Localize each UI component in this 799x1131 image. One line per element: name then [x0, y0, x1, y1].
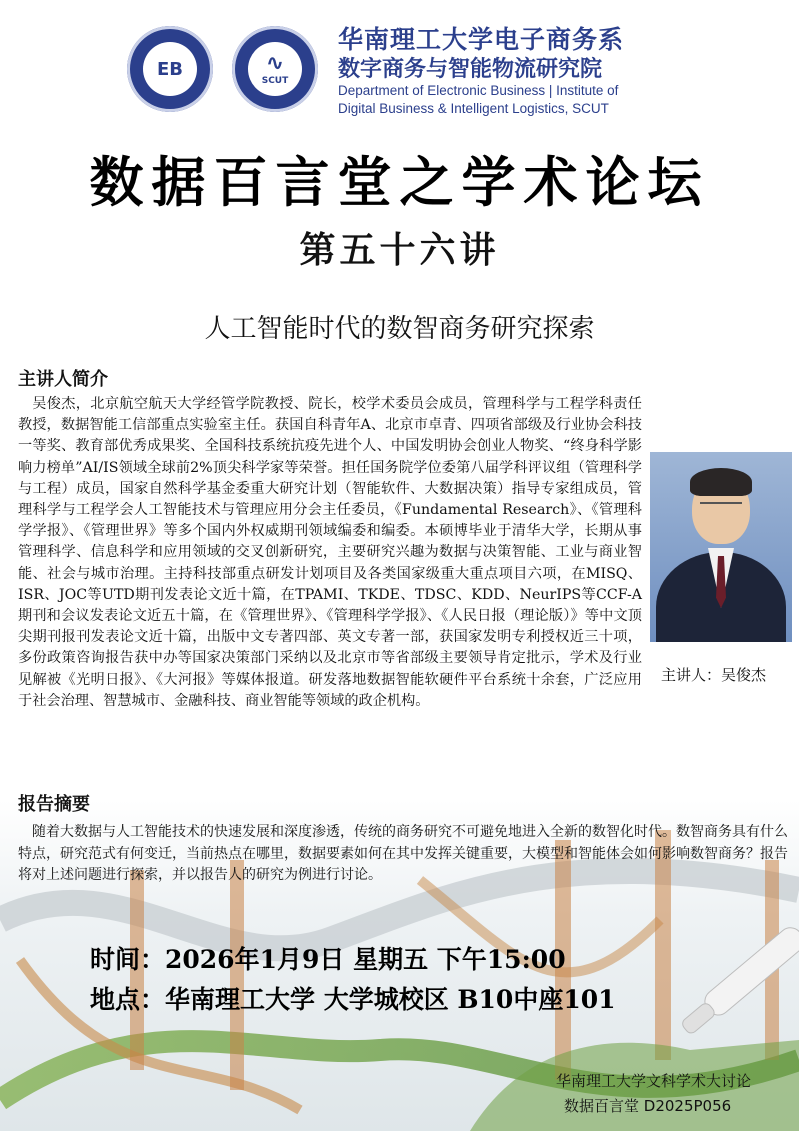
abstract-heading: 报告摘要	[18, 794, 90, 815]
footer-line1: 华南理工大学文科学术大讨论	[556, 1072, 752, 1090]
swirl-icon: ∿	[265, 50, 285, 76]
english-name-line1: Department of Electronic Business | Institute of	[338, 83, 619, 98]
school-name: 华南理工大学电子商务系	[338, 25, 625, 54]
english-name-line2: Digital Business & Intelligent Logistics, SCUT	[338, 101, 609, 116]
lecture-number: 第五十六讲	[299, 229, 500, 271]
forum-title: 数据百言堂之学术论坛	[89, 150, 710, 214]
scut-logo	[232, 26, 318, 112]
footer-line2: 数据百言堂 D2025P056	[564, 1097, 732, 1115]
event-time: 时间：2026年1月9日 星期五 下午15:00	[90, 945, 566, 974]
eb-logo	[127, 26, 213, 112]
photo-caption: 主讲人：吴俊杰	[661, 666, 767, 684]
speaker-photo	[650, 452, 792, 642]
talk-title: 人工智能时代的数智商务研究探索	[204, 314, 595, 344]
speaker-heading: 主讲人简介	[18, 369, 108, 390]
event-place: 地点：华南理工大学 大学城校区 B10中座101	[90, 985, 616, 1014]
eb-logo-text: EB	[143, 42, 197, 96]
speaker-bio: 吴俊杰，北京航空航天大学经管学院教授、院长，校学术委员会成员，管理科学与工程学科责任教授，数据智能工信部重点实验室主任。获国自科青年A、北京市卓青、四项省部级及行业协会科技一等奖、教育部优秀成果奖、全国科技系统抗疫先进个人、中国发明协会创业人物奖、“终身科学影响力榜单”AI/IS领域全球前2%顶尖科学家等荣誉。担任国务院学位委第八届学科评议组（管理科学与工程）成员，国家自然科学基金委重大研究计划（智能软件、大数据决策）指导专家组成员，管理科学与工程学会人工智能技术与管理应用分会主任委员，《Fundamental Research》、《管理科学学报》、《管理世界》等多个国内外权威期刊领域编委和编委。本硕博毕业于清华大学，长期从事管理科学、信息科学和应用领域的交叉创新研究，主要研究兴趣为数据与决策智能、工业与商业智能、社会与城市治理。主持科技部重点研发计划项目及各类国家级重大重点项目六项，在MISQ、ISR、JOC等UTD期刊发表论文近十篇，在TPAMI、TKDE、TDSC、KDD、NeurIPS等CCF-A期刊和会议发表论文近五十篇，在《管理世界》、《管理科学学报》、《人民日报（理论版）》等中文顶尖期刊报刊发表论文近十篇，出版中文专著四部、英文专著一部，获国家发明专利授权近三十项，多份政策咨询报告获中办等国家决策部门采纳以及北京市等省部级主要领导肯定批示，学术及行业见解被《光明日报》、《大河报》等媒体报道。研发落地数据智能软硬件平台系统十余套，广泛应用于社会治理、智慧城市、金融科技、商业智能等领域的政企机构。	[18, 396, 642, 709]
institute-name: 数字商务与智能物流研究院	[338, 57, 603, 82]
abstract-text: 随着大数据与人工智能技术的快速发展和深度渗透，传统的商务研究不可避免地进入全新的数智化时代。数智商务具有什么特点，研究范式有何变迁，当前热点在哪里，数据要素如何在其中发挥关键重要，大模型和智能体会如何影响数智商务？报告将对上述问题进行探索，并以报告人的研究为例进行讨论。	[18, 824, 788, 883]
scut-logo-text: SCUT	[261, 75, 289, 86]
